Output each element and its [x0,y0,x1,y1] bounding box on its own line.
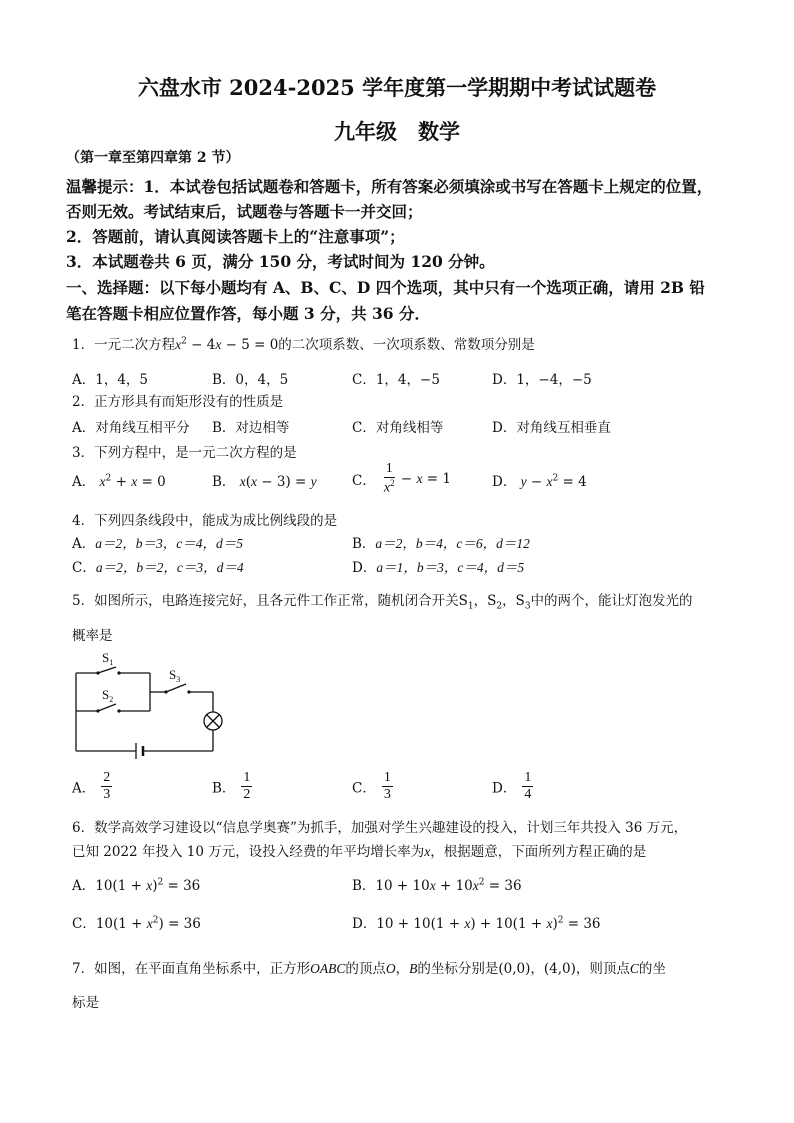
question-6-stem-line-1: 6．数学高效学习建设以“信息学奥赛”为抓手，加强对学生兴趣建设的投入，计划三年共投入 36 万元， [72,820,688,836]
question-5-stem-line-2: 概率是 [72,628,113,644]
question-5-option-b: B． $\frac{1}{2}$ [212,770,251,803]
question-4-option-b: B．a＝2，b＝4，c＝6，d＝12 [352,536,530,552]
question-5-option-a: A． $\frac{2}{3}$ [72,770,111,803]
page-title: 六盘水市 2024-2025 学年度第一学期期中考试试题卷 [137,75,657,100]
question-6-option-b: B．$10 + 10x + 10x^2 = 36$ [352,877,522,894]
notice-line-3: 2．答题前，请认真阅读答题卡上的“注意事项”； [66,227,405,246]
question-2-option-a: A．对角线互相平分 [72,420,190,436]
question-1-stem: 1．一元二次方程$x^2 - 4x - 5 = 0$的二次项系数、一次项系数、常数项分别是 [72,336,535,353]
switch-label-s3: $S_3$ [169,667,181,684]
question-5-option-d: D． $\frac{1}{4}$ [492,770,532,803]
question-4-option-d: D．a＝1，b＝3，c＝4，d＝5 [352,560,525,576]
question-7-stem-line-2: 标是 [72,995,99,1011]
notice-line-1: 温馨提示：1．本试卷包括试题卷和答题卡，所有答案必须填涂或书写在答题卡上规定的位置， [66,177,713,196]
question-2-option-c: C．对角线相等 [352,420,444,436]
question-6-stem-line-2: 已知 2022 年投入 10 万元，设投入经费的年平均增长率为x，根据题意，下面所列方程正确的是 [72,844,647,860]
question-5-option-c: C． $\frac{1}{3}$ [352,770,391,803]
question-1-option-d: D．1，−4，−5 [492,372,592,388]
lamp-icon [204,712,222,730]
question-6-option-a: A．$10(1 + x)^2 = 36$ [72,877,201,894]
question-4-option-a: A．a＝2，b＝3，c＝4，d＝5 [72,536,243,552]
question-1-option-a: A．1，4，5 [72,372,149,388]
question-1-option-b: B．0，4，5 [212,372,289,388]
question-5-stem-line-1: 5．如图所示，电路连接完好，且各元件工作正常，随机闭合开关$S_1$，$S_2$，$S_3$中的两个，能让灯泡发光的 [72,593,693,612]
question-4-option-c: C．a＝2，b＝2，c＝3，d＝4 [72,560,244,576]
question-3-option-c: C． $\frac{1}{x^2}$ − x = 1 [352,461,451,496]
question-2-option-d: D．对角线互相垂直 [492,420,611,436]
question-6-option-c: C．$10(1 + x^2) = 36$ [72,915,201,932]
switch-label-s1: $S_1$ [102,650,114,667]
scope-note: （第一章至第四章第 2 节） [66,150,240,166]
section-heading-line-2: 笔在答题卡相应位置作答，每小题 3 分，共 36 分． [66,304,430,323]
question-2-option-b: B．对边相等 [212,420,290,436]
notice-line-4: 3．本试题卷共 6 页，满分 150 分，考试时间为 120 分钟。 [66,252,495,271]
question-1-option-c: C．1，4，−5 [352,372,440,388]
section-heading-line-1: 一、选择题：以下每小题均有 A、B、C、D 四个选项，其中只有一个选项正确，请用 2B 铅 [66,278,705,297]
battery-icon [136,743,143,759]
switch-label-s2: $S_2$ [102,687,114,704]
question-3-option-d: D． $y - x^2 = 4$ [492,473,587,490]
question-3-stem: 3．下列方程中，是一元二次方程的是 [72,445,297,461]
question-3-option-a: A． $x^2 + x = 0$ [72,473,166,490]
question-3-option-b: B． x(x − 3) = y [212,474,317,490]
notice-line-2: 否则无效。考试结束后，试题卷与答题卡一并交回； [66,202,423,221]
circuit-diagram [66,648,236,760]
question-2-stem: 2．正方形具有而矩形没有的性质是 [72,394,284,410]
question-6-option-d: D．$10 + 10(1 + x) + 10(1 + x)^2 = 36$ [352,915,601,932]
question-7-stem-line-1: 7．如图，在平面直角坐标系中，正方形OABC的顶点O，B的坐标分别是(0,0)，(4,0)，则顶点C的坐 [72,961,666,977]
page-subtitle: 九年级 数学 [334,119,460,144]
question-4-stem: 4．下列四条线段中，能成为成比例线段的是 [72,513,338,529]
